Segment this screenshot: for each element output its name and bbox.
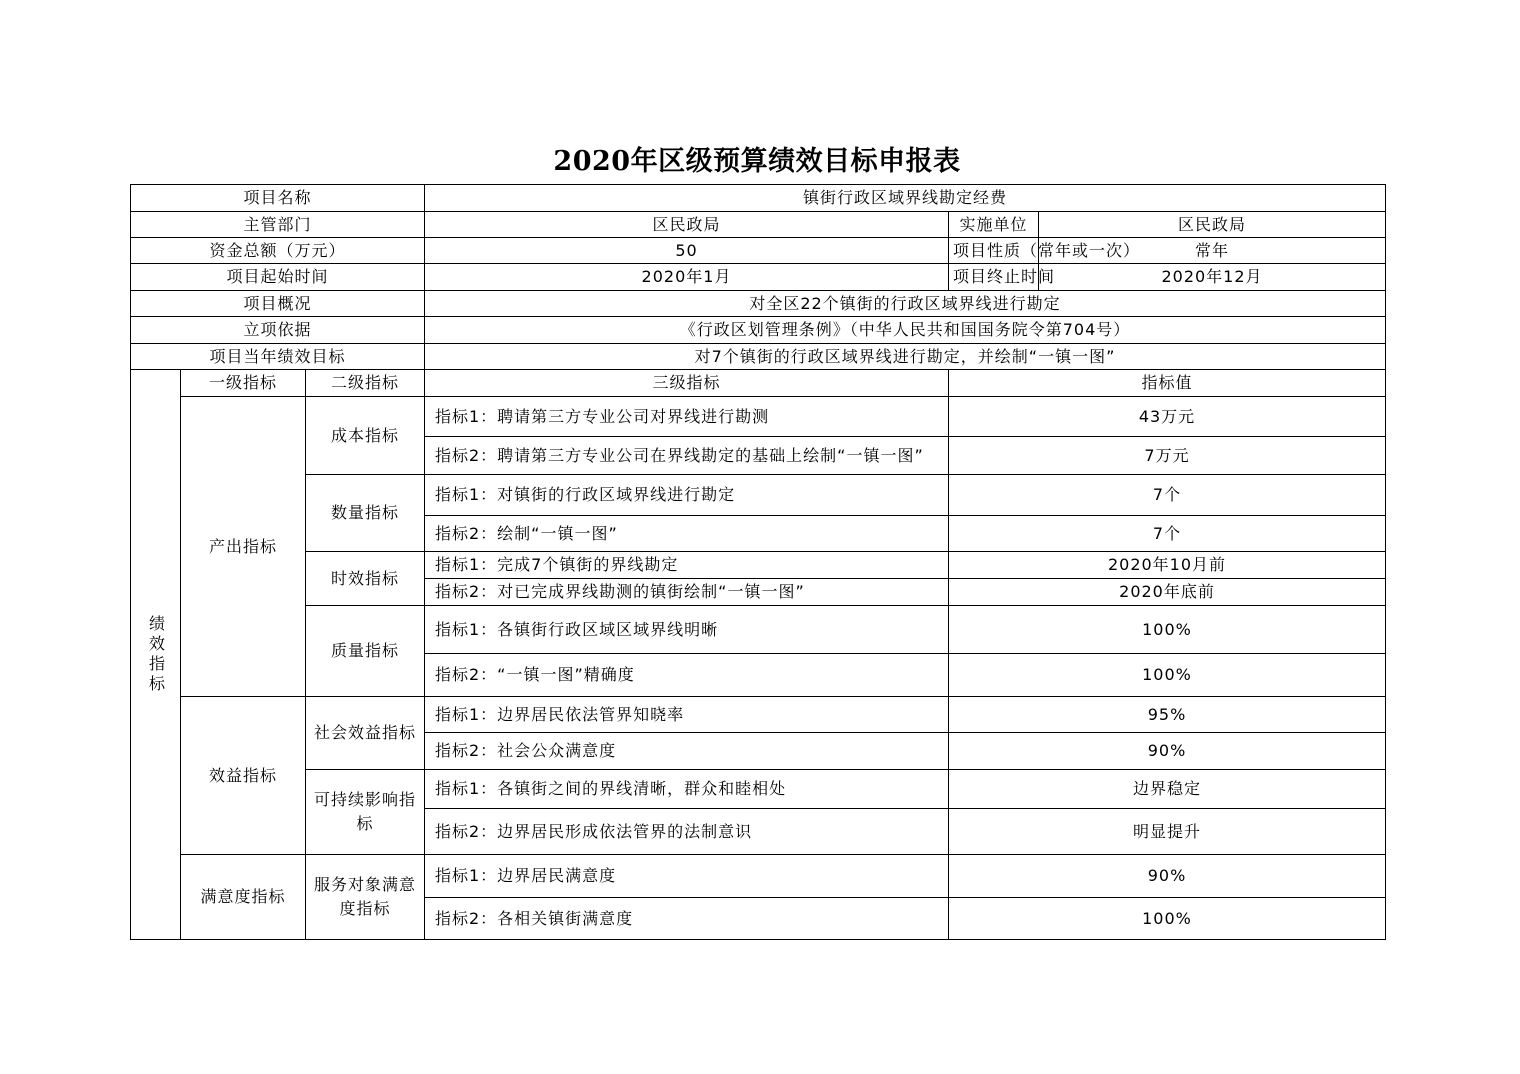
indicator-text: 指标1：对镇街的行政区域界线进行勘定	[425, 475, 949, 516]
indicator-text: 指标2：绘制“一镇一图”	[425, 516, 949, 552]
indicator-text: 指标1：完成7个镇街的界线勘定	[425, 552, 949, 579]
level2-cost: 成本指标	[306, 397, 425, 475]
dept-label: 主管部门	[131, 212, 425, 238]
indicator-value: 90%	[949, 733, 1386, 770]
indicator-text: 指标2：对已完成界线勘测的镇街绘制“一镇一图”	[425, 579, 949, 606]
start-label: 项目起始时间	[131, 264, 425, 291]
level2-social: 社会效益指标	[306, 697, 425, 770]
indicator-text: 指标1：各镇街之间的界线清晰，群众和睦相处	[425, 770, 949, 809]
level2-quantity: 数量指标	[306, 475, 425, 552]
indicator-value: 明显提升	[949, 809, 1386, 855]
budget-performance-table	[130, 184, 1386, 940]
dept-value: 区民政局	[425, 212, 949, 238]
row-perf-header	[131, 370, 1386, 397]
table-row	[131, 770, 1386, 809]
indicator-text: 指标1：各镇街行政区域区域界线明晰	[425, 606, 949, 654]
basis-value: 《行政区划管理条例》（中华人民共和国国务院令第704号）	[425, 317, 1386, 344]
header-level2: 二级指标	[306, 370, 425, 397]
table-row	[131, 606, 1386, 654]
indicator-value: 100%	[949, 898, 1386, 940]
overview-label: 项目概况	[131, 291, 425, 317]
nature-value: 常年	[1039, 238, 1386, 264]
table-row	[131, 552, 1386, 579]
table-row	[131, 397, 1386, 437]
indicator-value: 100%	[949, 654, 1386, 697]
indicator-value: 90%	[949, 855, 1386, 898]
row-time	[131, 264, 1386, 291]
indicator-text: 指标1：边界居民依法管界知晓率	[425, 697, 949, 733]
indicator-text: 指标2：聘请第三方专业公司在界线勘定的基础上绘制“一镇一图”	[425, 437, 949, 475]
overview-value: 对全区22个镇街的行政区域界线进行勘定	[425, 291, 1386, 317]
row-overview	[131, 291, 1386, 317]
level1-output: 产出指标	[181, 397, 306, 697]
table-row	[131, 697, 1386, 733]
end-value: 2020年12月	[1039, 264, 1386, 291]
header-level1: 一级指标	[181, 370, 306, 397]
level2-quality: 质量指标	[306, 606, 425, 697]
project-name-value: 镇街行政区域界线勘定经费	[425, 185, 1386, 212]
page-title: 2020年区级预算绩效目标申报表	[553, 146, 961, 177]
row-project-name	[131, 185, 1386, 212]
indicator-text: 指标2：边界居民形成依法管界的法制意识	[425, 809, 949, 855]
level1-satisfaction: 满意度指标	[181, 855, 306, 940]
impl-unit-value: 区民政局	[1039, 212, 1386, 238]
row-goal	[131, 344, 1386, 370]
perf-label: 绩效指标	[131, 370, 181, 940]
indicator-value: 7万元	[949, 437, 1386, 475]
indicator-value: 100%	[949, 606, 1386, 654]
row-basis	[131, 317, 1386, 344]
indicator-value: 43万元	[949, 397, 1386, 437]
nature-label: 项目性质（常年或一次）	[949, 238, 1039, 264]
indicator-text: 指标2：“一镇一图”精确度	[425, 654, 949, 697]
header-value: 指标值	[949, 370, 1386, 397]
row-dept	[131, 212, 1386, 238]
impl-unit-label-cell: 实施单位	[949, 212, 1039, 238]
funds-value: 50	[425, 238, 949, 264]
end-label: 项目终止时间	[949, 264, 1039, 291]
goal-value: 对7个镇街的行政区域界线进行勘定，并绘制“一镇一图”	[425, 344, 1386, 370]
indicator-value: 7个	[949, 475, 1386, 516]
indicator-value: 边界稳定	[949, 770, 1386, 809]
level2-sustain: 可持续影响指标	[306, 770, 425, 855]
indicator-text: 指标2：社会公众满意度	[425, 733, 949, 770]
start-value: 2020年1月	[425, 264, 949, 291]
goal-label: 项目当年绩效目标	[131, 344, 425, 370]
level2-timeliness: 时效指标	[306, 552, 425, 606]
indicator-value: 95%	[949, 697, 1386, 733]
indicator-value: 2020年底前	[949, 579, 1386, 606]
indicator-value: 7个	[949, 516, 1386, 552]
funds-label: 资金总额（万元）	[131, 238, 425, 264]
level2-service: 服务对象满意度指标	[306, 855, 425, 940]
indicator-text: 指标1：聘请第三方专业公司对界线进行勘测	[425, 397, 949, 437]
project-name-label: 项目名称	[131, 185, 425, 212]
indicator-text: 指标1：边界居民满意度	[425, 855, 949, 898]
table-row	[131, 475, 1386, 516]
indicator-text: 指标2：各相关镇街满意度	[425, 898, 949, 940]
header-level3: 三级指标	[425, 370, 949, 397]
basis-label: 立项依据	[131, 317, 425, 344]
indicator-value: 2020年10月前	[949, 552, 1386, 579]
level1-benefit: 效益指标	[181, 697, 306, 855]
row-funds	[131, 238, 1386, 264]
table-row	[131, 855, 1386, 898]
